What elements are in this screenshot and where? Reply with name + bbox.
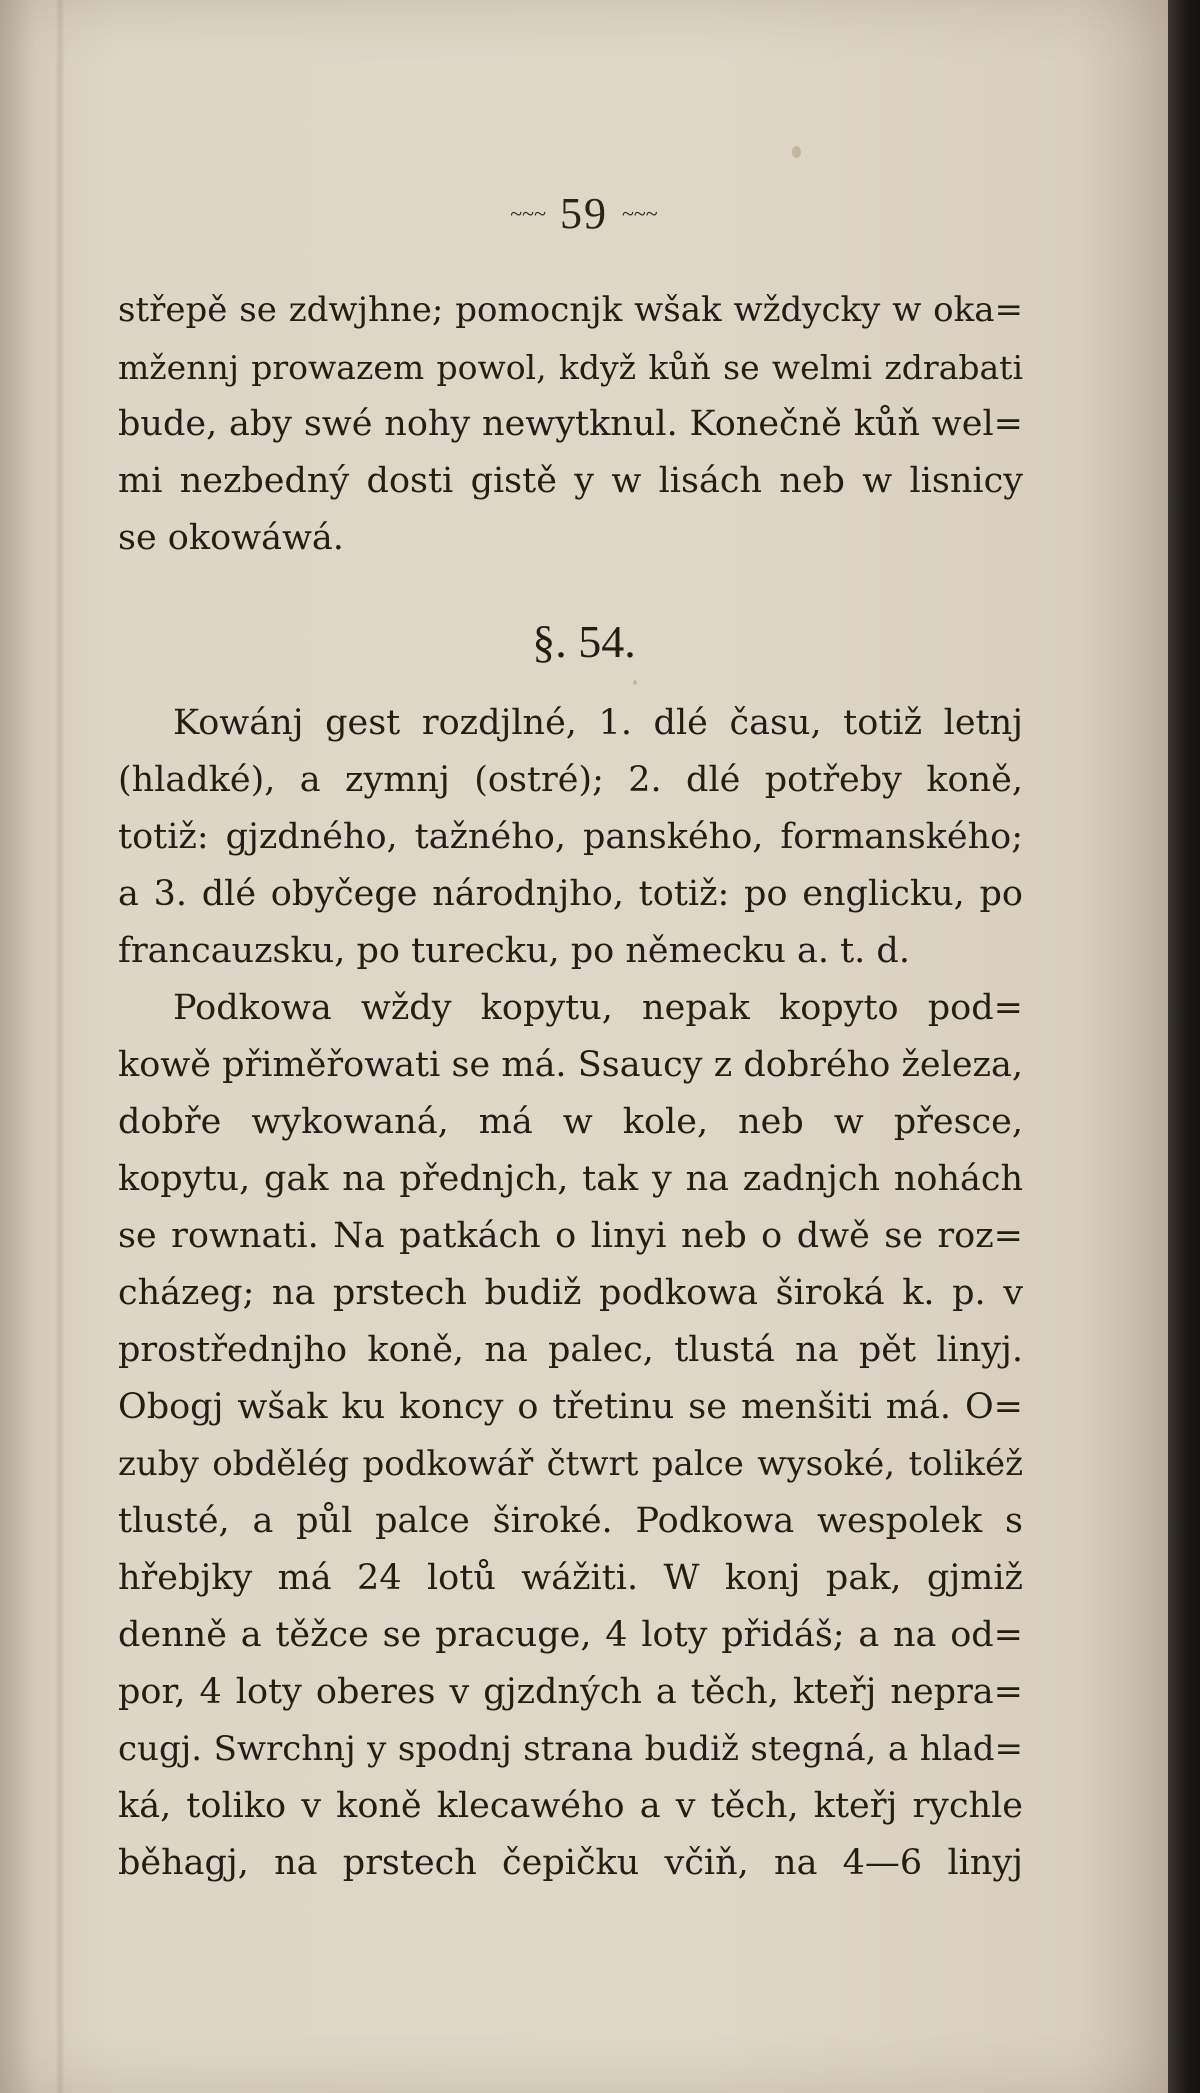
text-line: totiž: gjzdného, tažného, panského, formanského; [118,817,1023,857]
text-line: cházeg; na prstech budiž podkowa široká k. p. v [118,1273,1023,1313]
paragraph-continuation [118,282,1023,567]
paper-stain [633,680,637,685]
text-line: mi nezbedný dosti gistě y w lisách neb w lisnicy [118,461,1023,501]
text-line: běhagj, na prstech čepičku včiň, na 4—6 linyj [118,1843,1023,1883]
text-line: kopytu, gak na přednjch, tak y na zadnjch nohách [118,1159,1023,1199]
page-number-header [0,188,1168,239]
text-line: Obogj wšak ku koncy o třetinu se menšiti má. O= [118,1387,1023,1427]
text-line: se rownati. Na patkách o linyi neb o dwě se roz= [118,1216,1023,1256]
text-line: Kowánj gest rozdjlné, 1. dlé času, totiž letnj [173,703,1023,743]
section-heading: §. 54. [532,616,636,667]
text-line: prostřednjho koně, na palec, tlustá na pět linyj. [118,1330,1023,1370]
text-line: cugj. Swrchnj y spodnj strana budiž stegná, a hlad= [118,1729,1023,1769]
text-line: kowě přiměřowati se má. Ssaucy z dobrého železa, [118,1045,1023,1085]
text-line: denně a těžce se pracuge, 4 loty přidáš; a na od= [118,1615,1023,1655]
text-line: bude, aby swé nohy newytknul. Konečně kůň wel= [118,404,1023,444]
page-fold-shadow [55,0,65,2093]
text-line: por, 4 loty oberes v gjzdných a těch, kteřj nepra= [118,1672,1023,1712]
header-ornament-right: ~~~ [622,200,658,226]
page-edge-shadow [1168,0,1200,2093]
text-line: Podkowa wždy kopytu, nepak kopyto pod= [173,988,1023,1028]
text-line: mžennj prowazem powol, když kůň se welmi zdrabati [118,348,1023,387]
text-line: (hladké), a zymnj (ostré); 2. dlé potřeby koně, [118,760,1023,800]
text-line: tlusté, a půl palce široké. Podkowa wespolek s [118,1501,1023,1541]
page-number: 59 [560,189,608,238]
text-line: ká, toliko v koně klecawého a v těch, kteřj rychle [118,1786,1023,1826]
text-line: zuby obdělég podkowář čtwrt palce wysoké, tolikéž [118,1444,1023,1484]
text-line: dobře wykowaná, má w kole, neb w přesce, [118,1102,1023,1142]
text-line: hřebjky má 24 lotů wážiti. W konj pak, gjmiž [118,1558,1023,1598]
text-line: střepě se zdwjhne; pomocnjk wšak wždycky w oka= [118,290,1023,330]
paper-stain [792,146,801,158]
text-line: se okowáwá. [118,518,344,558]
paragraph-horseshoe [118,980,1023,1892]
paragraph-shoeing-types [118,695,1023,980]
text-line: francauzsku, po turecku, po německu a. t. d. [118,931,910,971]
header-ornament-left: ~~~ [510,200,546,226]
text-line: a 3. dlé obyčege národnjho, totiž: po englicku, po [118,874,1023,914]
